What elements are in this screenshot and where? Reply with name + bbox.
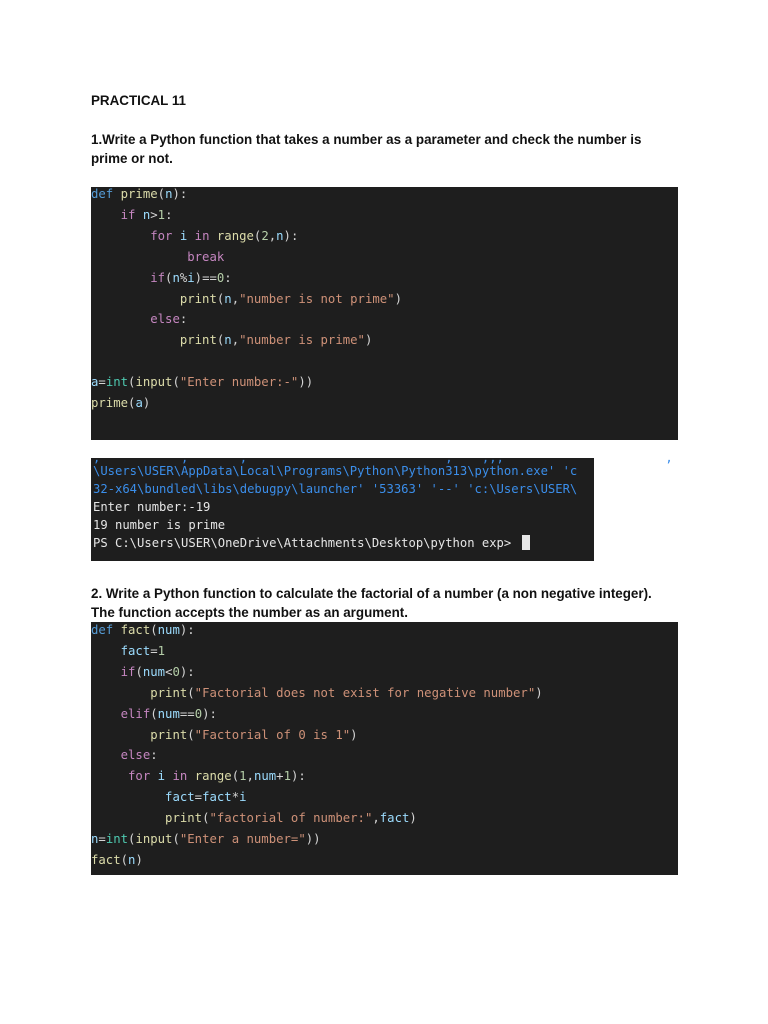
code-token: n bbox=[224, 291, 232, 306]
code-token: + bbox=[276, 769, 284, 784]
code-token: n bbox=[276, 228, 284, 243]
code-token: 1 bbox=[157, 643, 166, 658]
code-line bbox=[91, 270, 232, 286]
code-line bbox=[91, 291, 402, 307]
code-block-factorial bbox=[91, 622, 678, 875]
code-token: num bbox=[157, 623, 180, 637]
code-token: a bbox=[91, 375, 99, 390]
code-token: , bbox=[231, 333, 240, 348]
terminal-line: PS C:\Users\USER\OneDrive\Attachments\Desktop\python exp> bbox=[93, 534, 530, 552]
code-token: ( bbox=[187, 727, 195, 742]
code-token bbox=[91, 250, 187, 264]
code-line bbox=[91, 311, 187, 327]
code-line bbox=[91, 395, 150, 411]
code-token: def bbox=[91, 187, 121, 201]
code-token: ( bbox=[172, 832, 180, 846]
code-token: if bbox=[120, 664, 136, 679]
code-token: : bbox=[150, 748, 158, 763]
code-token: ( bbox=[202, 811, 210, 826]
code-line bbox=[91, 768, 306, 784]
code-token: == bbox=[179, 706, 195, 721]
code-token: 1 bbox=[157, 207, 166, 222]
code-line bbox=[91, 727, 358, 743]
code-token bbox=[91, 790, 165, 804]
code-token: , bbox=[268, 228, 277, 243]
code-token: fact bbox=[379, 811, 410, 826]
code-token: print bbox=[150, 727, 188, 742]
code-token: > bbox=[150, 207, 158, 222]
question-2-line-1: 2. Write a Python function to calculate the factorial of a number (a non negative integer). bbox=[91, 586, 652, 601]
code-token: ): bbox=[172, 187, 188, 201]
code-token: fact bbox=[202, 790, 232, 805]
code-token: ) bbox=[135, 852, 143, 867]
code-token: if bbox=[120, 207, 143, 222]
code-token: : bbox=[179, 312, 188, 327]
code-token: break bbox=[187, 249, 225, 264]
code-token: ( bbox=[150, 623, 158, 637]
code-token: 0 bbox=[194, 706, 203, 721]
code-token: 1 bbox=[239, 769, 247, 784]
code-token: in bbox=[187, 228, 217, 243]
code-token: )== bbox=[194, 270, 217, 285]
code-token: ) bbox=[364, 333, 373, 348]
code-token: input bbox=[135, 832, 173, 846]
code-token: ) bbox=[350, 727, 358, 742]
code-token: in bbox=[165, 769, 195, 784]
code-line bbox=[91, 789, 247, 805]
code-token: prime bbox=[91, 396, 129, 410]
code-token bbox=[91, 665, 121, 679]
code-token bbox=[91, 686, 150, 700]
code-token: = bbox=[98, 832, 106, 846]
code-token: ( bbox=[128, 375, 136, 390]
code-token: ): bbox=[283, 228, 299, 243]
code-token: < bbox=[165, 664, 173, 679]
code-token: int bbox=[105, 375, 129, 390]
code-token: n bbox=[91, 832, 99, 846]
terminal-line: 19 number is prime bbox=[93, 518, 226, 532]
code-token: prime bbox=[120, 187, 158, 201]
code-token: else bbox=[120, 748, 151, 763]
code-token: ( bbox=[120, 852, 129, 867]
code-token: i bbox=[187, 270, 195, 285]
code-token: range bbox=[194, 769, 232, 784]
code-token: * bbox=[231, 790, 240, 805]
code-token: = bbox=[98, 375, 106, 390]
terminal-line: \Users\USER\AppData\Local\Programs\Python\Python313\python.exe' 'c bbox=[93, 464, 578, 478]
code-token: for bbox=[128, 769, 158, 784]
code-token: n bbox=[224, 333, 232, 348]
code-token: num bbox=[157, 706, 180, 721]
code-token: n bbox=[142, 207, 151, 222]
code-token: print bbox=[165, 811, 203, 826]
question-1-line-1: 1.Write a Python function that takes a number as a parameter and check the number is bbox=[91, 132, 642, 147]
code-token: num bbox=[253, 769, 277, 784]
code-token: "number is prime" bbox=[239, 333, 365, 348]
code-token bbox=[91, 748, 121, 762]
code-token: ( bbox=[150, 706, 158, 721]
code-token: num bbox=[142, 664, 166, 679]
code-token bbox=[91, 208, 121, 222]
code-token: : bbox=[224, 270, 232, 285]
code-token: ( bbox=[128, 832, 136, 846]
terminal-line: 32-x64\bundled\libs\debugpy\launcher' '53363' '--' 'c:\Users\USER\ bbox=[93, 482, 578, 496]
code-token: , bbox=[246, 769, 254, 784]
code-token: "number is not prime" bbox=[239, 291, 395, 306]
terminal-cutoff-line: , , , , ,,, , bbox=[93, 451, 673, 465]
code-token: for bbox=[150, 228, 180, 243]
code-token: if bbox=[150, 270, 166, 285]
code-token: int bbox=[105, 832, 129, 846]
code-token: i bbox=[157, 769, 166, 784]
code-line bbox=[91, 643, 165, 659]
code-line bbox=[91, 831, 321, 847]
code-token: ( bbox=[231, 769, 240, 784]
code-line bbox=[91, 685, 543, 701]
question-1-line-2: prime or not. bbox=[91, 151, 173, 166]
code-line bbox=[91, 332, 372, 348]
code-token: ( bbox=[135, 664, 143, 679]
code-line bbox=[91, 747, 158, 763]
code-token: : bbox=[165, 207, 173, 222]
code-token bbox=[91, 728, 150, 742]
code-token bbox=[91, 644, 121, 658]
code-token: n bbox=[128, 852, 136, 867]
code-token: ): bbox=[179, 664, 195, 679]
code-token: )) bbox=[305, 832, 321, 846]
code-token: "Enter number:-" bbox=[179, 375, 299, 390]
code-token: % bbox=[179, 270, 188, 285]
code-line bbox=[91, 249, 224, 265]
code-token bbox=[91, 707, 121, 721]
terminal-output bbox=[91, 451, 673, 561]
code-token: 2 bbox=[261, 228, 269, 243]
code-token: else bbox=[150, 312, 180, 327]
code-line bbox=[91, 852, 143, 868]
code-token: 0 bbox=[172, 664, 180, 679]
code-line bbox=[91, 207, 172, 223]
terminal-cursor bbox=[522, 535, 530, 550]
code-token: ( bbox=[128, 396, 136, 410]
code-token: ) bbox=[394, 291, 402, 306]
code-token: fact bbox=[91, 852, 121, 867]
code-token: elif bbox=[120, 706, 151, 721]
terminal-line: Enter number:-19 bbox=[93, 500, 211, 514]
code-token: fact bbox=[120, 623, 151, 637]
code-token: = bbox=[150, 643, 158, 658]
code-token: n bbox=[165, 187, 173, 201]
code-token: ): bbox=[179, 623, 195, 637]
code-token bbox=[91, 312, 150, 326]
code-token: ): bbox=[202, 706, 217, 721]
code-token bbox=[91, 292, 180, 306]
code-token: a bbox=[135, 396, 143, 410]
code-token: ( bbox=[187, 685, 195, 700]
question-2-line-2: The function accepts the number as an argument. bbox=[91, 605, 408, 620]
code-token: fact bbox=[120, 643, 151, 658]
code-token: 1 bbox=[283, 769, 291, 784]
code-token: n bbox=[172, 270, 180, 285]
code-line bbox=[91, 186, 187, 202]
code-token bbox=[91, 271, 150, 285]
code-token bbox=[91, 811, 165, 825]
code-token: = bbox=[194, 790, 203, 805]
code-line bbox=[91, 228, 298, 244]
code-token: 0 bbox=[216, 270, 225, 285]
code-token: fact bbox=[165, 790, 195, 805]
code-token: range bbox=[216, 228, 254, 243]
code-token: "Factorial does not exist for negative number" bbox=[194, 685, 536, 700]
code-token: "Enter a number=" bbox=[179, 832, 306, 846]
code-line bbox=[91, 664, 195, 680]
code-token: ( bbox=[172, 375, 180, 390]
code-token: i bbox=[239, 790, 247, 805]
code-token bbox=[91, 229, 150, 243]
code-token: , bbox=[231, 291, 240, 306]
code-token: ( bbox=[165, 270, 173, 285]
code-token: ( bbox=[253, 228, 262, 243]
code-token: ) bbox=[535, 685, 543, 700]
code-token: "factorial of number:" bbox=[209, 811, 373, 826]
code-line bbox=[91, 810, 417, 826]
code-token: print bbox=[150, 685, 188, 700]
code-token: ( bbox=[216, 333, 225, 348]
code-line bbox=[91, 622, 195, 638]
code-token: def bbox=[91, 623, 121, 637]
code-token: ( bbox=[157, 187, 166, 201]
code-token bbox=[91, 333, 180, 347]
code-token: input bbox=[135, 375, 173, 390]
code-token: )) bbox=[298, 375, 314, 390]
code-token: ) bbox=[409, 811, 417, 826]
practical-title: PRACTICAL 11 bbox=[91, 93, 186, 108]
code-token: ): bbox=[290, 769, 306, 784]
code-line bbox=[91, 706, 217, 722]
code-token: "Factorial of 0 is 1" bbox=[194, 727, 351, 742]
code-token: ) bbox=[142, 396, 151, 410]
code-token: i bbox=[179, 228, 188, 243]
code-token: print bbox=[179, 291, 217, 306]
code-token bbox=[91, 769, 128, 783]
code-block-prime bbox=[91, 187, 678, 440]
code-token: print bbox=[179, 333, 217, 348]
code-line bbox=[91, 374, 313, 390]
code-token: ( bbox=[216, 291, 225, 306]
code-token: , bbox=[372, 811, 380, 826]
